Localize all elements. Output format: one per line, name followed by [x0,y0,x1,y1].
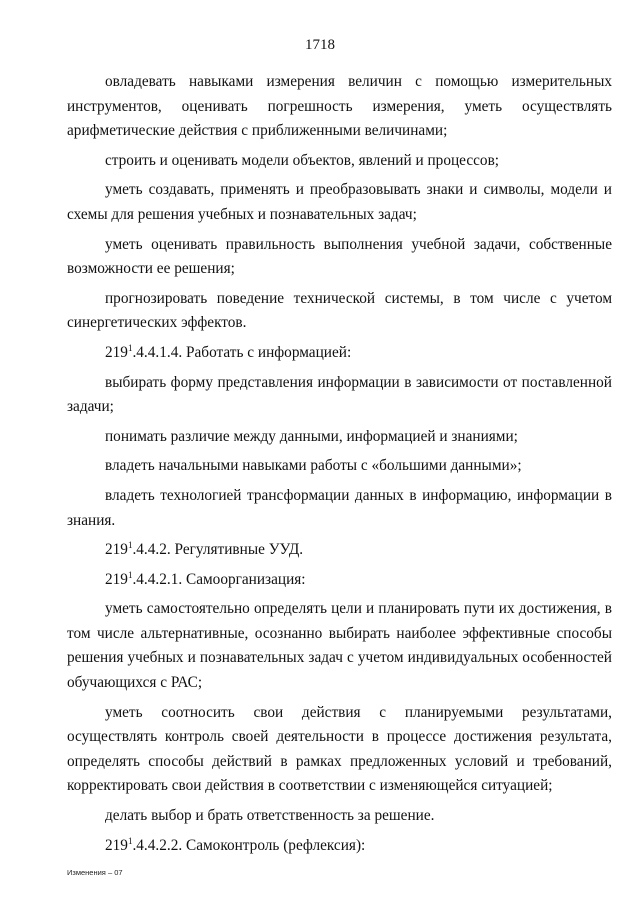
section-number: 219 [105,836,128,854]
section-title: .4.4.2.1. Самоорганизация: [132,570,306,588]
paragraph: понимать различие между данными, информацией и знаниями; [105,427,518,445]
section-superscript: 1 [127,835,133,846]
page-number: 1718 [305,37,335,53]
paragraph: уметь создавать, применять и преобразовывать знаки и символы, модели и схемы для решения учебных и познавательных задач; [67,181,612,223]
paragraph: строить и оценивать модели объектов, явлений и процессов; [105,151,500,169]
section-title: .4.4.2. Регулятивные УУД. [132,541,304,559]
paragraph: выбирать форму представления информации в зависимости от поставленной задачи; [67,373,612,416]
section-heading [67,834,612,859]
section-title: .4.4.1.4. Работать с информацией: [132,343,352,361]
document-body [67,70,612,863]
section-superscript: 1 [127,342,133,353]
section-number: 219 [105,570,128,588]
paragraph: уметь оценивать правильность выполнения учебной задачи, собственные возможности ее решения; [67,235,612,278]
paragraph: владеть начальными навыками работы с «большими данными»; [105,457,522,475]
section-heading [67,568,612,593]
section-superscript: 1 [127,540,133,551]
footer-revision-note: Изменения – 07 [67,868,123,877]
section-superscript: 1 [127,569,133,580]
section-number: 219 [105,343,128,361]
section-heading [67,538,612,563]
paragraph: уметь самостоятельно определять цели и планировать пути их достижения, в том числе альтернативные, осознанно выбирать наиболее эффективные способы решения учебных и познавательных задач с учетом индивидуальных особенностей обучающихся с РАС; [67,600,612,692]
paragraph: овладевать навыками измерения величин с помощью измерительных инструментов, оценивать погрешность измерения, уметь осуществлять арифметические действия с приближенными величинами; [67,73,612,140]
section-title: .4.4.2.2. Самоконтроль (рефлексия): [132,836,366,854]
section-heading [67,341,612,366]
paragraph: прогнозировать поведение технической системы, в том числе с учетом синергетических эффектов. [67,289,612,332]
paragraph: владеть технологией трансформации данных в информацию, информации в знания. [67,486,612,529]
paragraph: делать выбор и брать ответственность за решение. [105,807,435,825]
paragraph: уметь соотносить свои действия с планируемыми результатами, осуществлять контроль своей деятельности в процессе достижения результата, определять способы действий в рамках предложенных условий и требований, корректировать свои действия в соответствии с изменяющейся ситуацией; [67,703,612,795]
section-number: 219 [105,541,128,559]
